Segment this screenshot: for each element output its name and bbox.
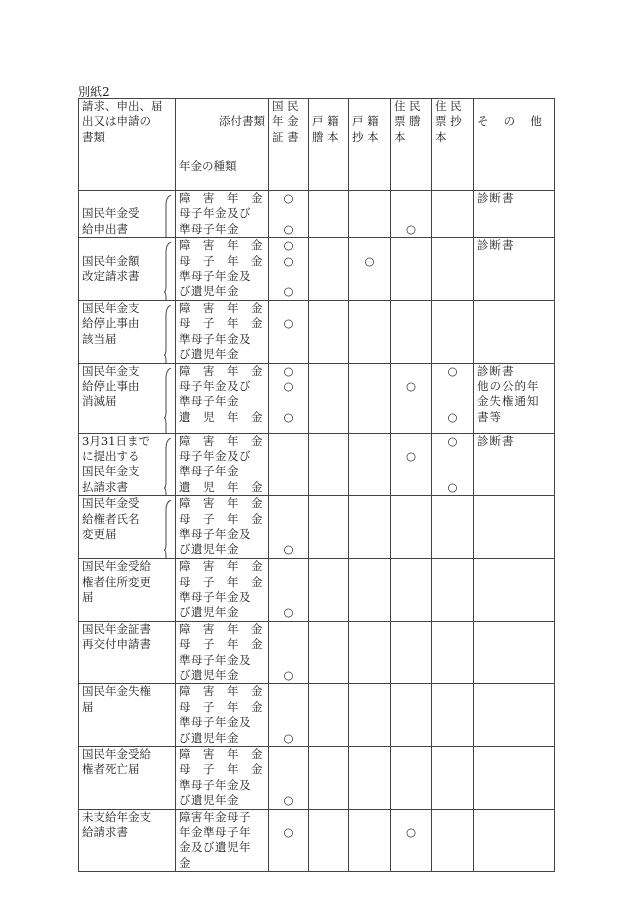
- pension-types: 障 害 年 金 母子年金及び 準母子年金 遺 児 年 金: [176, 363, 269, 433]
- header-koseki-shohon: 戸 籍 抄 本: [349, 99, 391, 191]
- mark-koseki-shohon: [349, 300, 391, 363]
- mark-juminhyo-shohon: [432, 809, 474, 872]
- mark-juminhyo-tohon: [391, 238, 432, 301]
- pension-types: 障害年金母子 年金準母子年 金及び遺児年 金: [176, 809, 269, 872]
- mark-koseki-tohon: [309, 684, 349, 747]
- mark-juminhyo-shohon: [432, 684, 474, 747]
- mark-koseki-shohon: ○: [349, 238, 391, 301]
- header-pension-type: 年金の種類: [179, 159, 237, 174]
- mark-koseki-shohon: [349, 809, 391, 872]
- table-row: [79, 433, 555, 496]
- header-other: そ の 他: [474, 99, 555, 191]
- pension-types: 障 害 年 金 母 子 年 金 準母子年金及 び遺児年金: [176, 559, 269, 622]
- document-name: [79, 496, 176, 559]
- brace-icon: [164, 368, 172, 434]
- mark-koseki-tohon: [309, 621, 349, 684]
- mark-juminhyo-tohon: ○: [391, 433, 432, 496]
- pension-types: 障 害 年 金 母 子 年 金 準母子年金及 び遺児年金: [176, 621, 269, 684]
- mark-juminhyo-shohon: [432, 747, 474, 810]
- document-name-text: 国民年金支 給停止事由 該当届: [82, 300, 140, 346]
- table-row: [79, 496, 555, 559]
- other-documents: [474, 559, 555, 622]
- mark-juminhyo-tohon: ○: [391, 809, 432, 872]
- mark-pension-cert: ○: [269, 621, 309, 684]
- other-documents: [474, 809, 555, 872]
- mark-koseki-tohon: [309, 809, 349, 872]
- mark-pension-cert: ○: [269, 559, 309, 622]
- mark-juminhyo-shohon: [432, 300, 474, 363]
- document-name: [79, 433, 176, 496]
- other-documents: 診断書: [474, 191, 555, 238]
- document-name: [79, 559, 176, 622]
- document-name: [79, 363, 176, 433]
- document-name: [79, 300, 176, 363]
- mark-juminhyo-tohon: [391, 300, 432, 363]
- document-name-text: 未支給年金支 給請求書: [82, 809, 151, 840]
- mark-juminhyo-shohon: [432, 496, 474, 559]
- table-row: [79, 621, 555, 684]
- mark-koseki-tohon: [309, 238, 349, 301]
- mark-pension-cert: ○ ○: [269, 191, 309, 238]
- table-row: [79, 191, 555, 238]
- mark-koseki-shohon: [349, 621, 391, 684]
- document-name-text: 国民年金受給 権者住所変更 届: [82, 559, 151, 604]
- mark-pension-cert: ○ ○ ○: [269, 238, 309, 301]
- mark-koseki-shohon: [349, 363, 391, 433]
- document-name: [79, 684, 176, 747]
- document-name: [79, 238, 176, 301]
- mark-koseki-shohon: [349, 191, 391, 238]
- brace-icon: [164, 195, 172, 238]
- table-row: [79, 238, 555, 301]
- pension-types: 障 害 年 金 母 子 年 金 準母子年金及 び遺児年金: [176, 684, 269, 747]
- document-name: [79, 747, 176, 810]
- pension-types: 障 害 年 金 母 子 年 金 準母子年金及 び遺児年金: [176, 747, 269, 810]
- mark-juminhyo-tohon: ○: [391, 191, 432, 238]
- header-pension-cert: 国 民 年 金 証 書: [269, 99, 309, 191]
- mark-pension-cert: ○ ○ ○: [269, 363, 309, 433]
- mark-koseki-tohon: [309, 496, 349, 559]
- mark-koseki-tohon: [309, 559, 349, 622]
- mark-koseki-tohon: [309, 300, 349, 363]
- mark-pension-cert: ○: [269, 747, 309, 810]
- document-name: [79, 621, 176, 684]
- mark-juminhyo-shohon: [432, 621, 474, 684]
- header-attachments: 添付書類: [219, 114, 265, 129]
- header-row: [79, 99, 555, 191]
- mark-pension-cert: ○: [269, 809, 309, 872]
- table-row: [79, 809, 555, 872]
- mark-juminhyo-tohon: [391, 496, 432, 559]
- mark-juminhyo-tohon: ○: [391, 363, 432, 433]
- other-documents: 診断書: [474, 433, 555, 496]
- document-name: [79, 809, 176, 872]
- mark-juminhyo-shohon: ○ ○: [432, 363, 474, 433]
- brace-icon: [164, 438, 172, 496]
- table-row: [79, 559, 555, 622]
- table-row: [79, 300, 555, 363]
- mark-juminhyo-tohon: [391, 684, 432, 747]
- mark-koseki-shohon: [349, 559, 391, 622]
- document-name-text: 国民年金支 給停止事由 消滅届: [82, 363, 140, 409]
- mark-pension-cert: ○: [269, 496, 309, 559]
- mark-koseki-shohon: [349, 747, 391, 810]
- brace-icon: [164, 500, 172, 559]
- mark-juminhyo-shohon: ○ ○: [432, 433, 474, 496]
- table-row: [79, 747, 555, 810]
- document-name-text: 3月31日まで に提出する 国民年金支 払請求書: [82, 433, 150, 494]
- mark-juminhyo-tohon: [391, 621, 432, 684]
- document-name-text: 国民年金額 改定請求書: [82, 253, 140, 284]
- header-koseki-tohon: 戸 籍 謄 本: [309, 99, 349, 191]
- mark-koseki-tohon: [309, 433, 349, 496]
- header-juminhyo-shohon: 住 民 票 抄 本: [432, 99, 474, 191]
- document-name-text: 国民年金受給 権者死亡届: [82, 747, 151, 777]
- other-documents: [474, 621, 555, 684]
- annex-label: 別紙2: [78, 85, 110, 99]
- pension-types: 障 害 年 金 母 子 年 金 準母子年金及 び遺児年金: [176, 238, 269, 301]
- mark-koseki-tohon: [309, 747, 349, 810]
- mark-koseki-tohon: [309, 191, 349, 238]
- pension-types: 障 害 年 金 母子年金及び 準母子年金: [176, 191, 269, 238]
- mark-juminhyo-tohon: [391, 559, 432, 622]
- document-name: [79, 191, 176, 238]
- other-documents: [474, 684, 555, 747]
- other-documents: [474, 300, 555, 363]
- mark-koseki-shohon: [349, 684, 391, 747]
- other-documents: 診断書: [474, 238, 555, 301]
- brace-icon: [164, 305, 172, 363]
- mark-koseki-shohon: [349, 496, 391, 559]
- other-documents: [474, 496, 555, 559]
- document-name-text: 国民年金受 給権者氏名 変更届: [82, 496, 140, 541]
- pension-types: 障 害 年 金 母子年金及び 準母子年金 遺 児 年 金: [176, 433, 269, 496]
- mark-juminhyo-shohon: [432, 191, 474, 238]
- header-document: 請求、申出、届 出又は申請の 書類: [79, 99, 176, 191]
- document-name-text: 国民年金受 給申出書: [82, 206, 140, 236]
- mark-pension-cert: ○: [269, 684, 309, 747]
- mark-pension-cert: ○: [269, 300, 309, 363]
- pension-types: 障 害 年 金 母 子 年 金 準母子年金及 び遺児年金: [176, 300, 269, 363]
- mark-koseki-tohon: [309, 363, 349, 433]
- attachment-table: [78, 98, 555, 872]
- header-diagonal: [176, 99, 269, 191]
- other-documents: 診断書 他の公的年 金失権通知 書等: [474, 363, 555, 433]
- mark-koseki-shohon: [349, 433, 391, 496]
- table-row: [79, 363, 555, 433]
- other-documents: [474, 747, 555, 810]
- mark-juminhyo-shohon: [432, 238, 474, 301]
- mark-juminhyo-tohon: [391, 747, 432, 810]
- header-juminhyo-tohon: 住 民 票 謄 本: [391, 99, 432, 191]
- mark-juminhyo-shohon: [432, 559, 474, 622]
- table-row: [79, 684, 555, 747]
- brace-icon: [164, 242, 172, 300]
- document-name-text: 国民年金証書 再交付申請書: [82, 621, 151, 652]
- pension-types: 障 害 年 金 母 子 年 金 準母子年金及 び遺児年金: [176, 496, 269, 559]
- document-name-text: 国民年金失権 届: [82, 684, 151, 714]
- mark-pension-cert: [269, 433, 309, 496]
